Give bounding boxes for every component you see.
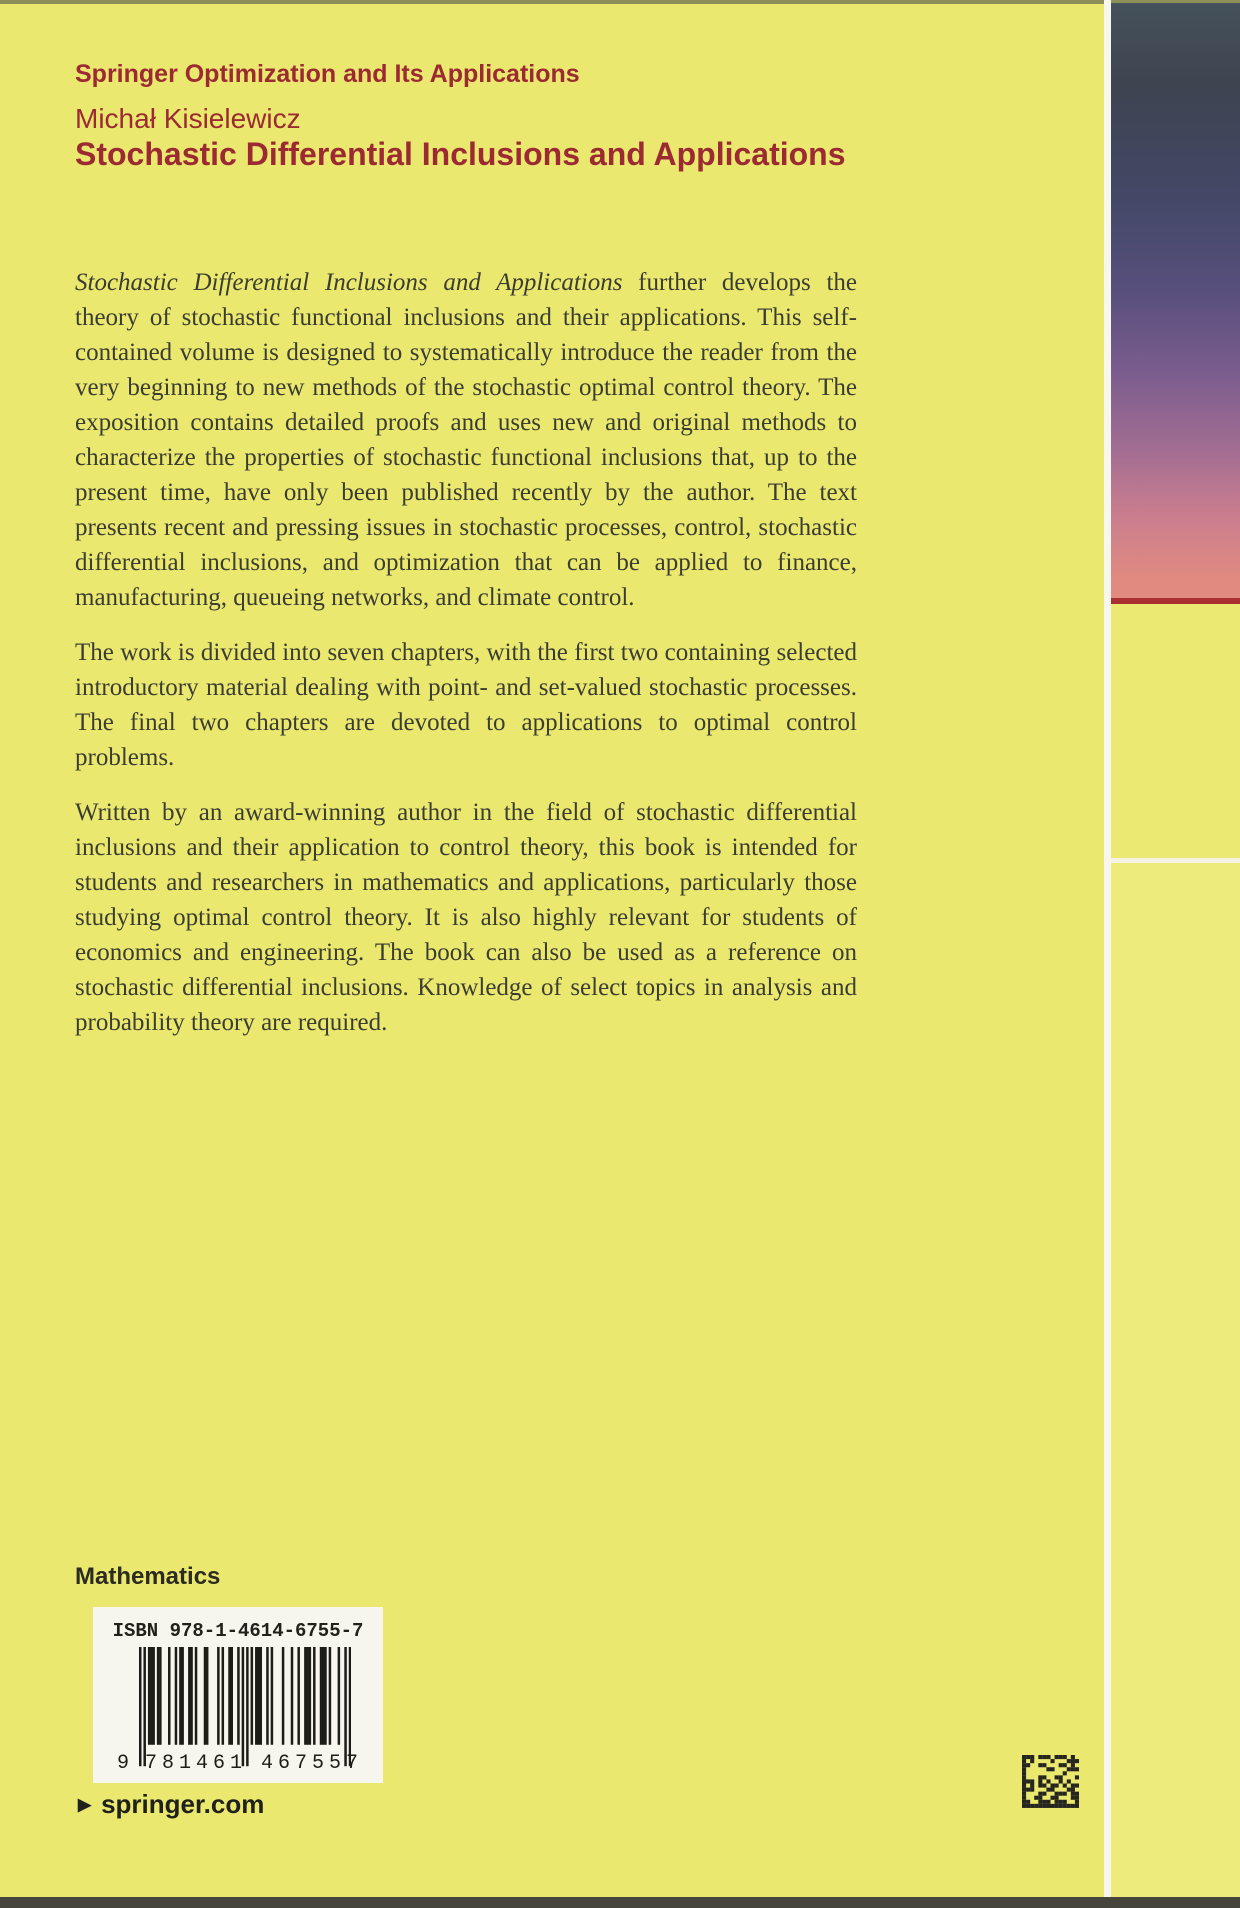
synopsis xyxy=(75,265,857,1040)
ean-barcode xyxy=(117,1647,364,1775)
synopsis-paragraph-1-text: further develops the theory of stochastic functional inclusions and their applications. This self-contained volume is designed to systematically introduce the reader from the very beginning to new methods of the stochastic optimal control theory. The exposition contains detailed proofs and uses new and original methods to characterize the properties of stochastic functional inclusions that, up to the present time, have only been published recently by the author. The text presents recent and pressing issues in stochastic processes, control, stochastic differential inclusions, and optimization that can be applied to finance, manufacturing, queueing networks, and climate control. xyxy=(75,269,857,612)
book-title: Stochastic Differential Inclusions and Applications xyxy=(75,135,846,172)
barcode-digit-group: 467557 xyxy=(261,1752,364,1775)
synopsis-paragraph-3: Written by an award-winning author in the field of stochastic differential inclusions and their application to control theory, this book is intended for students and researchers in mathematics and applications, particularly those studying optimal control theory. It is also highly relevant for students of economics and engineering. The book can also be used as a reference on stochastic differential inclusions. Knowledge of select topics in analysis and probability theory are required. xyxy=(75,799,857,1037)
spine-fold-line xyxy=(1104,0,1111,1897)
datamatrix-code xyxy=(1022,1755,1079,1808)
synopsis-paragraph-2: The work is divided into seven chapters, with the first two containing selected introductory material dealing with point- and set-valued stochastic processes. The final two chapters are devoted to applications to optimal control problems. xyxy=(75,639,857,772)
barcode-digit-group: 781461 xyxy=(145,1752,248,1775)
synopsis-paragraph-1 xyxy=(75,265,857,615)
publisher-website: springer.com xyxy=(101,1789,265,1819)
barcode-digits xyxy=(117,1749,364,1775)
cover-bottom-edge xyxy=(0,1897,1240,1908)
arrow-icon: ▶ xyxy=(78,1795,92,1814)
series-title: Springer Optimization and Its Applications xyxy=(75,60,580,88)
author-name: Michał Kisielewicz xyxy=(75,102,301,134)
spine-gradient-strip xyxy=(1111,3,1240,598)
category-label: Mathematics xyxy=(75,1563,221,1590)
spine-bottom-area xyxy=(1111,863,1240,1897)
barcode-digit-group: 9 xyxy=(117,1752,130,1775)
synopsis-title-italic: Stochastic Differential Inclusions and Applications xyxy=(75,269,623,297)
isbn-barcode-box xyxy=(93,1607,383,1783)
isbn-label: ISBN 978-1-4614-6755-7 xyxy=(112,1620,364,1642)
spine-lower-area xyxy=(1111,604,1240,858)
datamatrix-pattern xyxy=(1022,1755,1079,1808)
back-cover-content xyxy=(75,0,857,1060)
publisher-website-line xyxy=(78,1789,264,1820)
